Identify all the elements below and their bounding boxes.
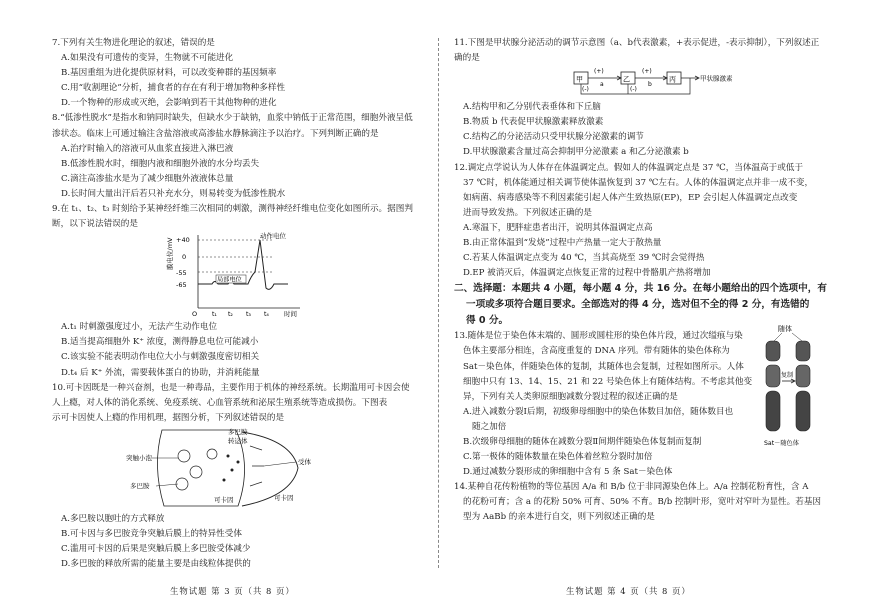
left-page (52, 0, 424, 615)
q10-label-transporter: 转运体 (228, 436, 248, 445)
q9-option-d: D.t₄ 后 K⁺ 外流，需要载体蛋白的协助，并消耗能量 (61, 367, 260, 378)
q11-stem-2: 确的是 (454, 53, 480, 64)
q9-x-axis-label: 时间 (284, 310, 297, 319)
q10-synapse-figure (52, 426, 424, 512)
q11-plus-2: (+) (642, 68, 652, 76)
q13-option-c: C.第一极体的随体数量在染色体着丝粒分裂时加倍 (463, 452, 653, 463)
q13-stem-5: 异，下列有关人类卵原细胞减数分裂过程的叙述正确的是 (463, 391, 678, 402)
section-2-line-3: 得 0 分。 (466, 315, 509, 327)
q9-stem-2: 断，以下说法错误的是 (52, 219, 138, 230)
q7-option-c: C.用“收割理论”分析，捕食者的存在有利于增加物种多样性 (61, 83, 286, 94)
q11-box-yi: 乙 (623, 75, 630, 84)
q10-label-dopamine: 多巴胺 (130, 481, 150, 490)
q11-option-b: B.物质 b 代表促甲状腺激素释放激素 (463, 117, 604, 128)
q11-regulation-figure (454, 66, 830, 100)
q9-x-tick-t1: t₁ (212, 311, 217, 319)
q9-x-tick-t3: t₃ (246, 311, 251, 319)
section-2-heading (454, 281, 830, 329)
q12-stem-4: 进而导致发热。下列叙述正确的是 (463, 207, 592, 218)
left-footer: 生物试题 第 3 页（共 8 页） (170, 586, 295, 596)
q11-stem-1: 11.下图是甲状腺分泌活动的调节示意图（a、b代表激素，+表示促进，-表示抑制），下列叙述正 (454, 38, 820, 48)
q12-option-a: A.寒温下，肥胖症患者出汗，说明其体温调定点高 (463, 222, 653, 233)
section-2-line-1: 二、选择题：本题共 4 小题，每小题 4 分，共 16 分。在每小题给出的四个选项中，有 (454, 283, 827, 295)
q13-stem-4: 细胞中只有 13、14、15、21 和 22 号染色体上有随体结构。不考虑其他变 (463, 376, 753, 387)
q13-stem-2: 色体主要部分相连，含高度重复的 DNA 序列。带有随体的染色体称为 (463, 346, 730, 357)
q10-option-b: B.可卡因与多巴胺竞争突触后膜上的特异性受体 (61, 528, 242, 539)
q12-option-c: C.若某人体温调定点变为 40 ℃，当其高烧至 39 ℃时会觉得热 (463, 253, 705, 264)
q8-option-d: D.长时间大量出汗后若只补充水分，则易转变为低渗性脱水 (61, 188, 286, 199)
q10-option-c: C.滥用可卡因的后果是突触后膜上多巴胺受体减少 (61, 544, 251, 555)
q13-option-a: A.进入减数分裂Ⅰ后期，初级卵母细胞中的染色体数目加倍，随体数目也 (463, 406, 734, 417)
q10-label-cocaine-1: 可卡因 (214, 495, 234, 504)
q11-option-c: C.结构乙的分泌活动只受甲状腺分泌激素的调节 (463, 132, 644, 143)
q9-local-label: 局部电位 (217, 276, 242, 284)
q8-stem-1: 8.“低渗性脱水”是指水和钠同时缺失，但缺水少于缺钠，血浆中钠低于正常范围，细胞外液呈低 (52, 113, 413, 124)
q12-stem-1: 12.调定点学说认为人体存在体温调定点。假如人的体温调定点是 37 ℃，当体温高于或低于 (454, 162, 804, 173)
q9-y-tick-minus65: -65 (176, 281, 187, 290)
q11-option-a: A.结构甲和乙分别代表垂体和下丘脑 (463, 102, 601, 113)
q9-action-potential-figure (52, 232, 424, 320)
q12-stem-2: 37 ℃时，机体能通过相关调节使体温恢复到 37 ℃左右。人体的体温调定点并非一成不变， (463, 177, 814, 188)
q9-option-a: A.t₁ 时刺激强度过小，无法产生动作电位 (61, 322, 218, 333)
q11-minus-2: (-) (630, 86, 637, 94)
q9-x-tick-t4: t₄ (264, 311, 269, 319)
q12-option-d: D.EP 被消灭后，体温调定点恢复正常的过程中骨骼肌产热将增加 (463, 268, 711, 279)
q9-origin: O (192, 310, 198, 319)
q14-stem-1: 14.某种自花传粉植物的等位基因 A/a 和 B/b 位于非同源染色体上。A/a 控制花粉育性，含 A (454, 482, 809, 493)
q11-box-bing: 丙 (669, 75, 676, 84)
q10-label-cocaine-2: 可卡因 (274, 493, 294, 502)
q9-y-axis-label: 膜电位/mV (166, 237, 174, 271)
q11-minus-1: (-) (582, 86, 589, 94)
q11-output-label: 甲状腺激素 (700, 74, 733, 83)
q8-option-a: A.治疗时输入的溶液可从血浆直接进入淋巴液 (61, 143, 234, 154)
right-footer: 生物试题 第 4 页（共 8 页） (566, 586, 691, 596)
q10-stem-3: 示可卡因使人上瘾的作用机理，据图分析，下列叙述错误的是 (52, 412, 285, 423)
q13-option-d: D.通过减数分裂形成的卵细胞中含有 5 条 Sat－染色体 (463, 467, 673, 478)
q11-letter-a: a (600, 81, 604, 89)
q10-label-dopamine-top: 多巴胺 (228, 427, 248, 436)
q10-option-d: D.多巴胺的释放所需的能量主要是由线粒体提供的 (61, 559, 251, 570)
q12-stem-3: 如病菌、病毒感染等不利因素能引起人体产生致热原(EP)，EP 会引起人体温调定点改变 (463, 192, 798, 203)
q13-arrow-label: 复制 (781, 372, 794, 380)
q7-option-d: D.一个物种的形成或灭绝，会影响到若干其他物种的进化 (61, 98, 277, 109)
q13-bottom-label: Sat－随色体 (764, 440, 799, 448)
q10-label-receptor: 受体 (298, 457, 311, 466)
q10-stem-1: 10.可卡因既是一种兴奋剂，也是一种毒品，主要作用于机体的神经系统。长期滥用可卡因会使 (52, 382, 410, 393)
q13-top-label: 随体 (778, 325, 792, 334)
right-page (454, 0, 826, 615)
q9-option-b: B.适当提高细胞外 K⁺ 浓度，测得静息电位可能减小 (61, 337, 259, 348)
q7-option-b: B.基因重组为进化提供原材料，可以改变种群的基因频率 (61, 68, 277, 79)
q10-stem-2: 人上瘾，对人体的消化系统、免疫系统、心血管系统和泌尿生殖系统等造成损伤。下图表 (52, 397, 388, 408)
q11-box-jia: 甲 (576, 75, 583, 84)
q8-stem-2: 渗状态。临床上可通过输注含盐溶液或高渗盐水静脉滴注予以治疗。下列判断正确的是 (52, 128, 379, 139)
q14-stem-2: 的花粉可育；含 a 的花粉 50% 可育、50% 不育。B/b 控制叶形，宽叶对窄叶为显性。若基因 (463, 497, 822, 508)
q9-option-c: C.该实验不能表明动作电位大小与刺激强度密切相关 (61, 352, 260, 363)
q11-option-d: D.甲状腺激素含量过高会抑制甲分泌激素 a 和乙分泌激素 b (463, 147, 689, 158)
q9-peak-label: 动作电位 (260, 232, 286, 241)
page-divider (438, 38, 439, 568)
q9-y-tick-0: 0 (182, 253, 187, 262)
q8-option-b: B.低渗性脱水时，细胞内液和细胞外液的水分均丢失 (61, 158, 260, 169)
q13-option-b: B.次级卵母细胞的随体在减数分裂Ⅱ间期伴随染色体复制而复制 (463, 436, 702, 447)
q13-chromosome-figure (752, 323, 828, 451)
q8-option-c: C.滴注高渗盐水是为了减少细胞外液液体总量 (61, 173, 234, 184)
q11-plus-1: (+) (594, 68, 604, 76)
q9-x-tick-t2: t₂ (228, 311, 233, 319)
q9-y-tick-minus55: -55 (176, 269, 187, 278)
q9-y-tick-plus40: +40 (176, 236, 190, 245)
q13-stem-1: 13.随体是位于染色体末端的、圆形或圆柱形的染色体片段，通过次缢痕与染 (454, 331, 743, 342)
q7-stem: 7.下列有关生物进化理论的叙述，错误的是 (52, 38, 215, 48)
q11-letter-b: b (648, 81, 652, 89)
q13-stem-3: Sat－染色体，伴随染色体的复制，其随体也会复制，过程如图所示。人体 (463, 361, 744, 372)
q10-option-a: A.多巴胺以胞吐的方式释放 (61, 513, 165, 524)
q7-option-a: A.如果没有可遗传的变异，生物就不可能进化 (61, 53, 234, 64)
q10-label-vesicle: 突触小泡 (126, 453, 152, 462)
q12-option-b: B.由正常体温到“发烧”过程中产热量一定大于散热量 (463, 238, 662, 249)
q9-stem-1: 9.在 t₁、t₂、t₃ 时刻给予某神经纤维三次相同的刺激，测得神经纤维电位变化如图所示。据图判 (52, 204, 413, 215)
q13-option-a-cont: 随之加倍 (472, 421, 507, 432)
section-2-line-2: 一项或多项符合题目要求。全部选对的得 4 分，选对但不全的得 2 分，有选错的 (466, 299, 810, 311)
q14-stem-3: 型为 AaBb 的亲本进行自交，则下列叙述正确的是 (463, 512, 655, 523)
